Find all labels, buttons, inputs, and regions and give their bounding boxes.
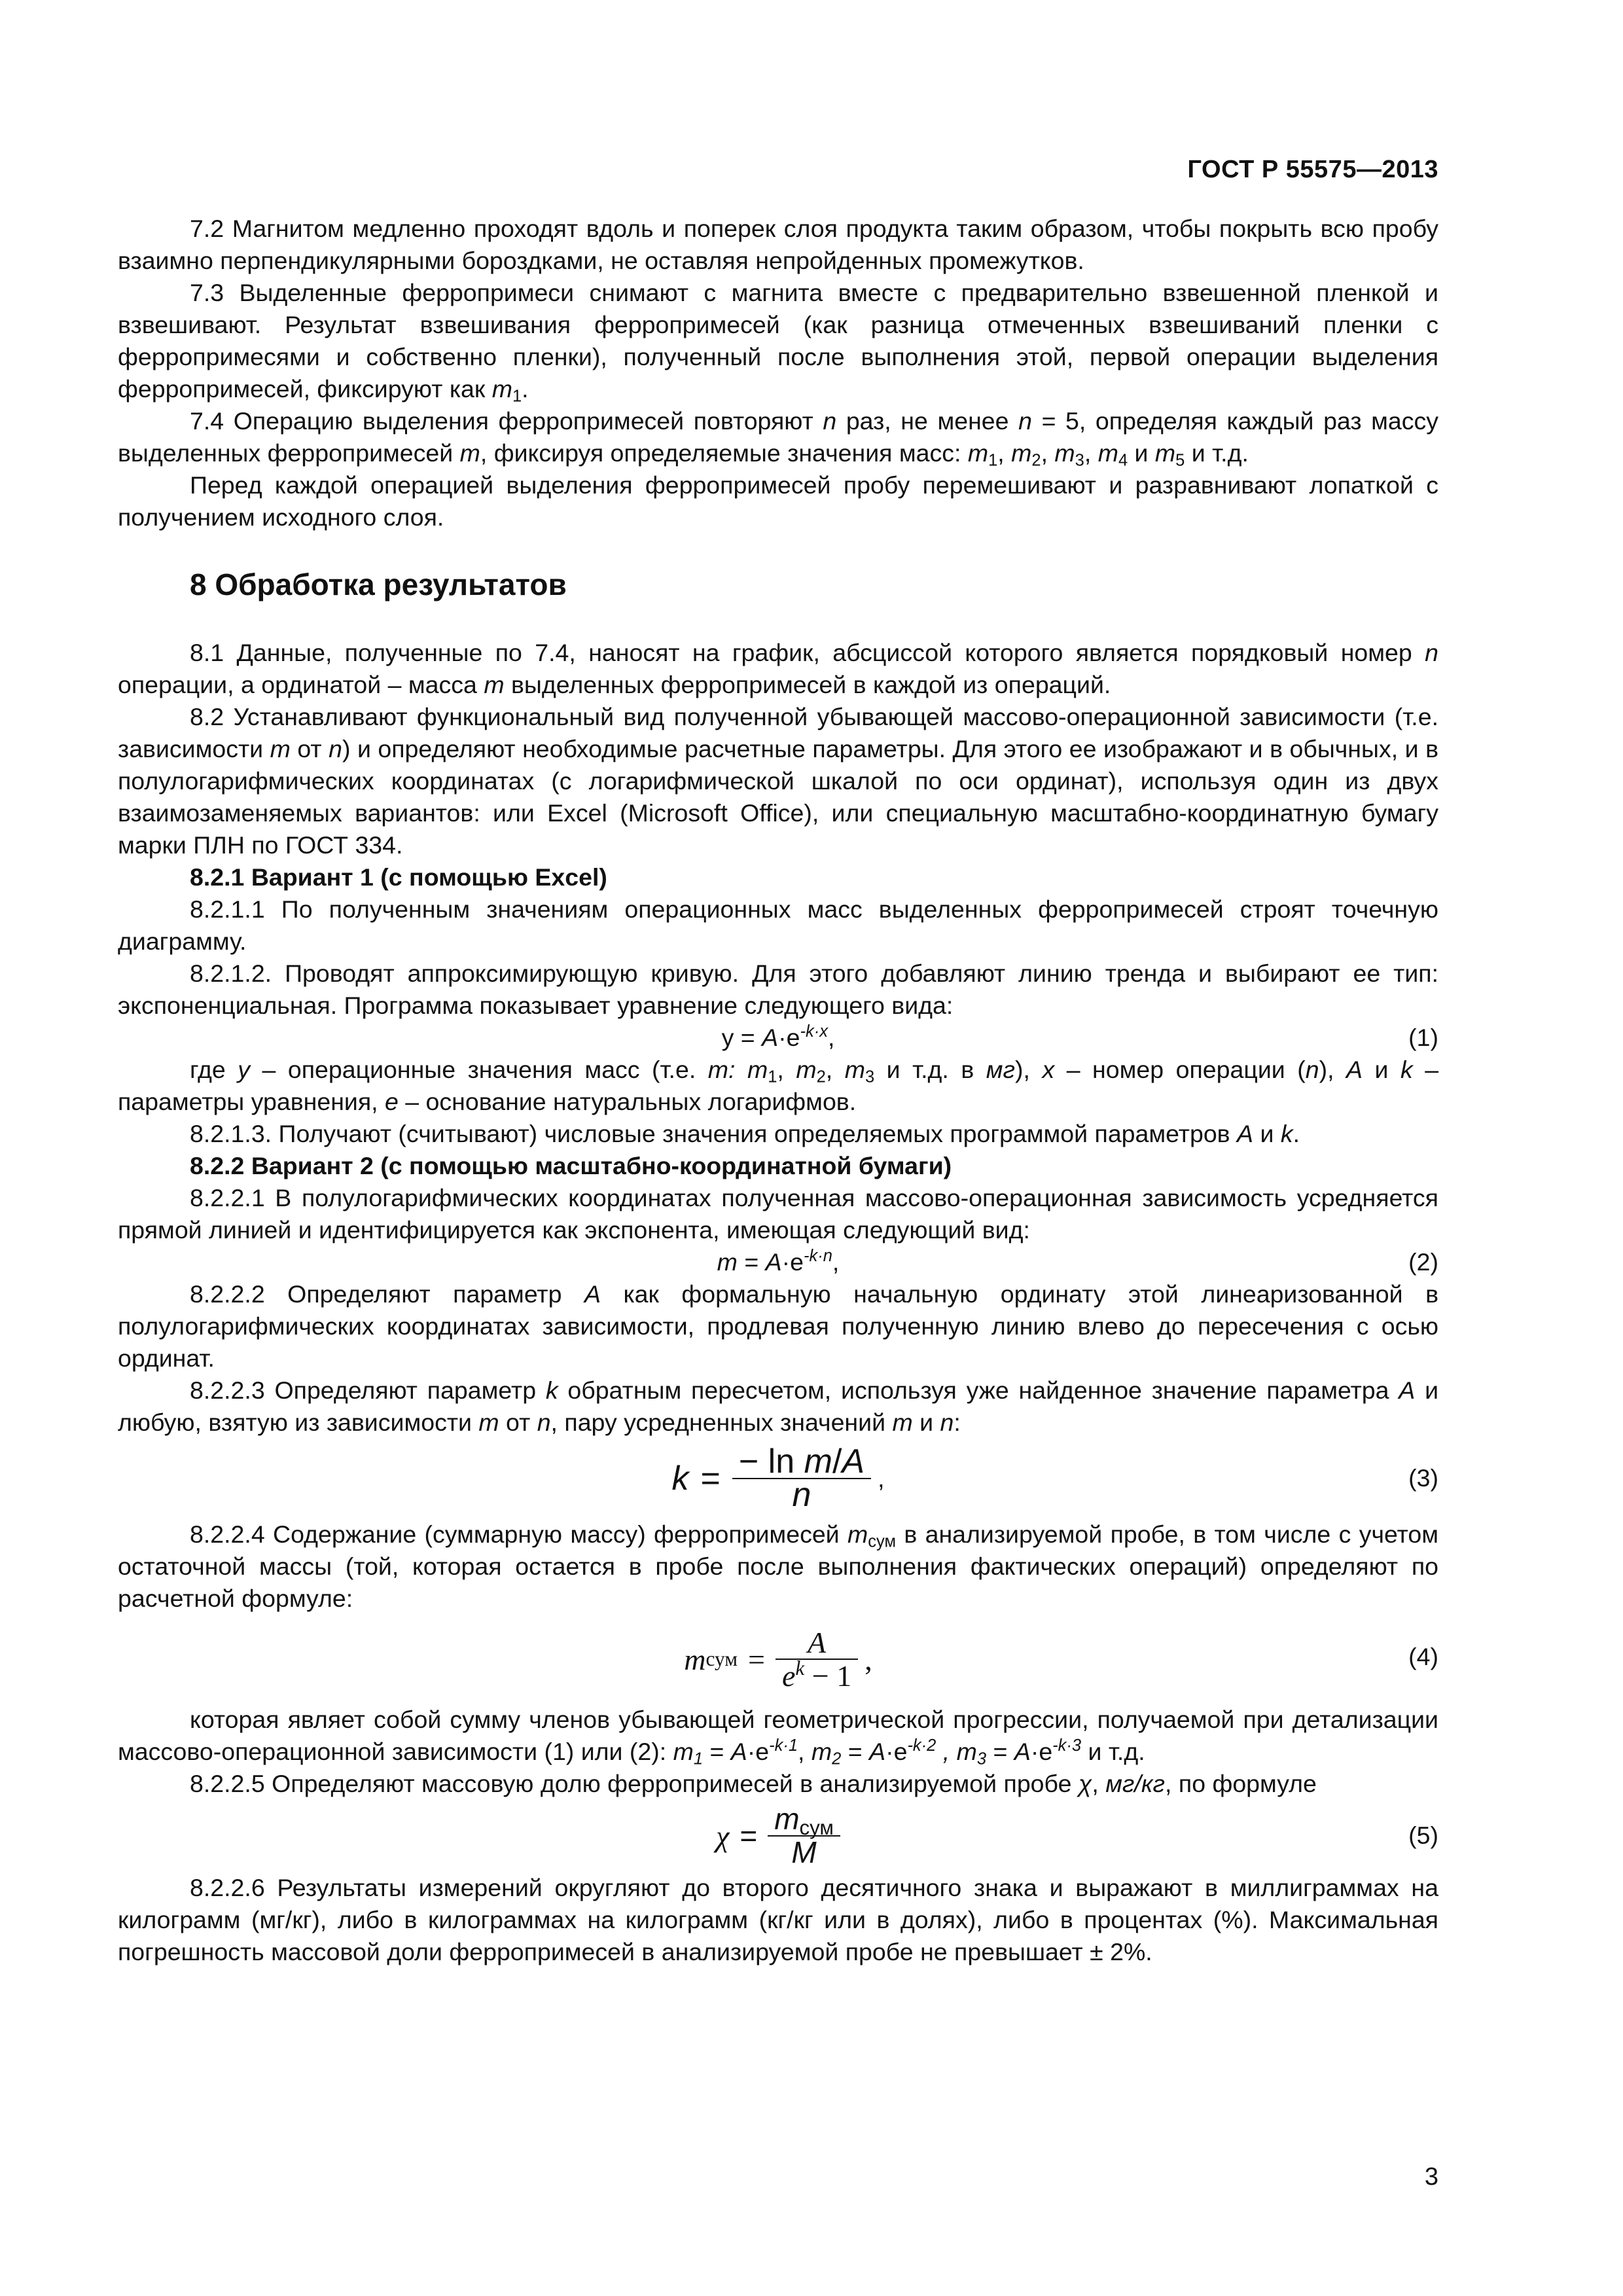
paragraph-8-2-2-6: 8.2.2.6 Результаты измерений округляют до второго десятичного знака и выражают в миллиграммах на килограмм (мг/кг), либо в килограммах на килограмм (кг/кг или в долях), либо в процентах (%). Максимальная погрешность массовой доли ферропримесей в анализируемой пробе не превышает ± 2%.: [118, 1874, 1438, 1965]
equation-1: $y = A\cdot e^{-k\cdot x}$, (1): [118, 1022, 1438, 1054]
equation-5-number: (5): [1408, 1821, 1438, 1849]
page-body: [118, 213, 1438, 1968]
paragraph-8-2-2-5: 8.2.2.5 Определяют массовую долю ферропримесей в анализируемой пробе χ, мг/кг, по формуле: [190, 1770, 1317, 1797]
equation-3-number: (3): [1408, 1464, 1438, 1492]
equation-3: k = $\frac{\text{− ln m/A}}{n}$ , (3): [671, 1443, 1438, 1514]
paragraph-8-2-2-2: 8.2.2.2 Определяют параметр A как формальную начальную ординату этой линеаризованной в полулогарифмических координатах зависимости, продлевая полученную линию влево до пересечения с осью ординат.: [118, 1280, 1438, 1372]
paragraph-8-1: 8.1 Данные, полученные по 7.4, наносят на график, абсциссой которого является порядковый номер n операции, а ординатой – масса m выделенных ферропримесей в каждой из операций.: [118, 639, 1438, 698]
paragraph-7-2: 7.2 Магнитом медленно проходят вдоль и поперек слоя продукта таким образом, чтобы покрыть всю пробу взаимно перпендикулярными бороздками, не оставляя непройденных промежутков.: [118, 215, 1438, 274]
paragraph-where: где y – операционные значения масс (т.е. m: $m_1$, $m_2$, $m_3$ и т.д. в мг), x – номер операции (n), A и k – параметры уравнения, e – основание натуральных логарифмов.: [118, 1056, 1439, 1115]
equation-5: χ = $\frac{m_{сум}}{M}$ (5): [716, 1802, 1438, 1869]
equation-1-number: (1): [1408, 1024, 1438, 1051]
paragraph-8-2: 8.2 Устанавливают функциональный вид полученной убывающей массово-операционной зависимости (т.е. зависимости m от n) и определяют необходимые расчетные параметры. Для этого ее изображают и в обычных, и в полулогарифмических координатах (с логарифмической шкалой по оси ординат), используя один из двух взаимозаменяемых вариантов: или Excel (Microsoft Office), или специальную масштабно-координатную бумагу марки ПЛН по ГОСТ 334.: [118, 703, 1438, 859]
paragraph-8-2-1-2: 8.2.1.2. Проводят аппроксимирующую кривую. Для этого добавляют линию тренда и выбирают ее тип: экспоненциальная. Программа показывает уравнение следующего вида:: [118, 960, 1438, 1019]
heading-8-2-2: 8.2.2 Вариант 2 (с помощью масштабно-координатной бумаги): [190, 1152, 952, 1179]
equation-4-number: (4): [1408, 1643, 1438, 1670]
paragraph-mixing: Перед каждой операцией выделения ферропримесей пробу перемешивают и разравнивают лопаткой с получением исходного слоя.: [118, 471, 1438, 531]
paragraph-7-3: 7.3 Выделенные ферропримеси снимают с магнита вместе с предварительно взвешенной пленкой и взвешивают. Результат взвешивания ферропримесей (как разница отмеченных взвешиваний пленки с ферропримесями и собственно пленки), полученный после выполнения этой, первой операции выделения ферропримесей, фиксируют как $m_1$.: [118, 279, 1438, 406]
standard-header: ГОСТ Р 55575—2013: [1187, 156, 1438, 183]
page-number: 3: [1424, 2163, 1438, 2191]
paragraph-8-2-2-1: 8.2.2.1 В полулогарифмических координатах полученная массово-операционная зависимость усредняется прямой линией и идентифицируется как экспонента, имеющая следующий вид:: [118, 1184, 1438, 1244]
paragraph-progression: которая являет собой сумму членов убывающей геометрической прогрессии, получаемой при детализации массово-операционной зависимости (1) или (2): $m_1 = A\cdot e^{-k\cdot 1}$, $m_2 = A\cdot e^{-k\cdot 2}$ , $m_3 = A\cdot e^{-k\cdot 3}$ и т.д.: [118, 1706, 1438, 1768]
paragraph-8-2-2-4: 8.2.2.4 Содержание (суммарную массу) ферропримесей $m_{сум}$ в анализируемой пробе, в том числе с учетом остаточной массы (той, которая остается в пробе после выполнения фактических операций) определяют по расчетной формуле:: [118, 1520, 1438, 1612]
paragraph-8-2-2-3: 8.2.2.3 Определяют параметр k обратным пересчетом, используя уже найденное значение параметра A и любую, взятую из зависимости m от n, пару усредненных значений m и n:: [118, 1376, 1439, 1436]
heading-8-2-1: 8.2.1 Вариант 1 (с помощью Excel): [190, 863, 607, 891]
equation-2: $m = A\cdot e^{-k\cdot n}$, (2): [118, 1246, 1438, 1278]
paragraph-8-2-1-1: 8.2.1.1 По полученным значениям операционных масс выделенных ферропримесей строят точечную диаграмму.: [118, 895, 1438, 955]
equation-2-number: (2): [1408, 1248, 1438, 1276]
paragraph-7-4: 7.4 Операцию выделения ферропримесей повторяют n раз, не менее n = 5, определяя каждый раз массу выделенных ферропримесей m, фиксируя определяемые значения масс: $m_1$, $m_2$, $m_3$, $m_4$ и $m_5$ и т.д.: [118, 407, 1439, 470]
paragraph-8-2-1-3: 8.2.1.3. Получают (считывают) числовые значения определяемых программой параметров A и k.: [190, 1120, 1300, 1147]
equation-4: m сум = $\frac{A}{e^k - 1}$ , (4): [684, 1626, 1438, 1693]
section-8-heading: 8 Обработка результатов: [190, 567, 567, 601]
